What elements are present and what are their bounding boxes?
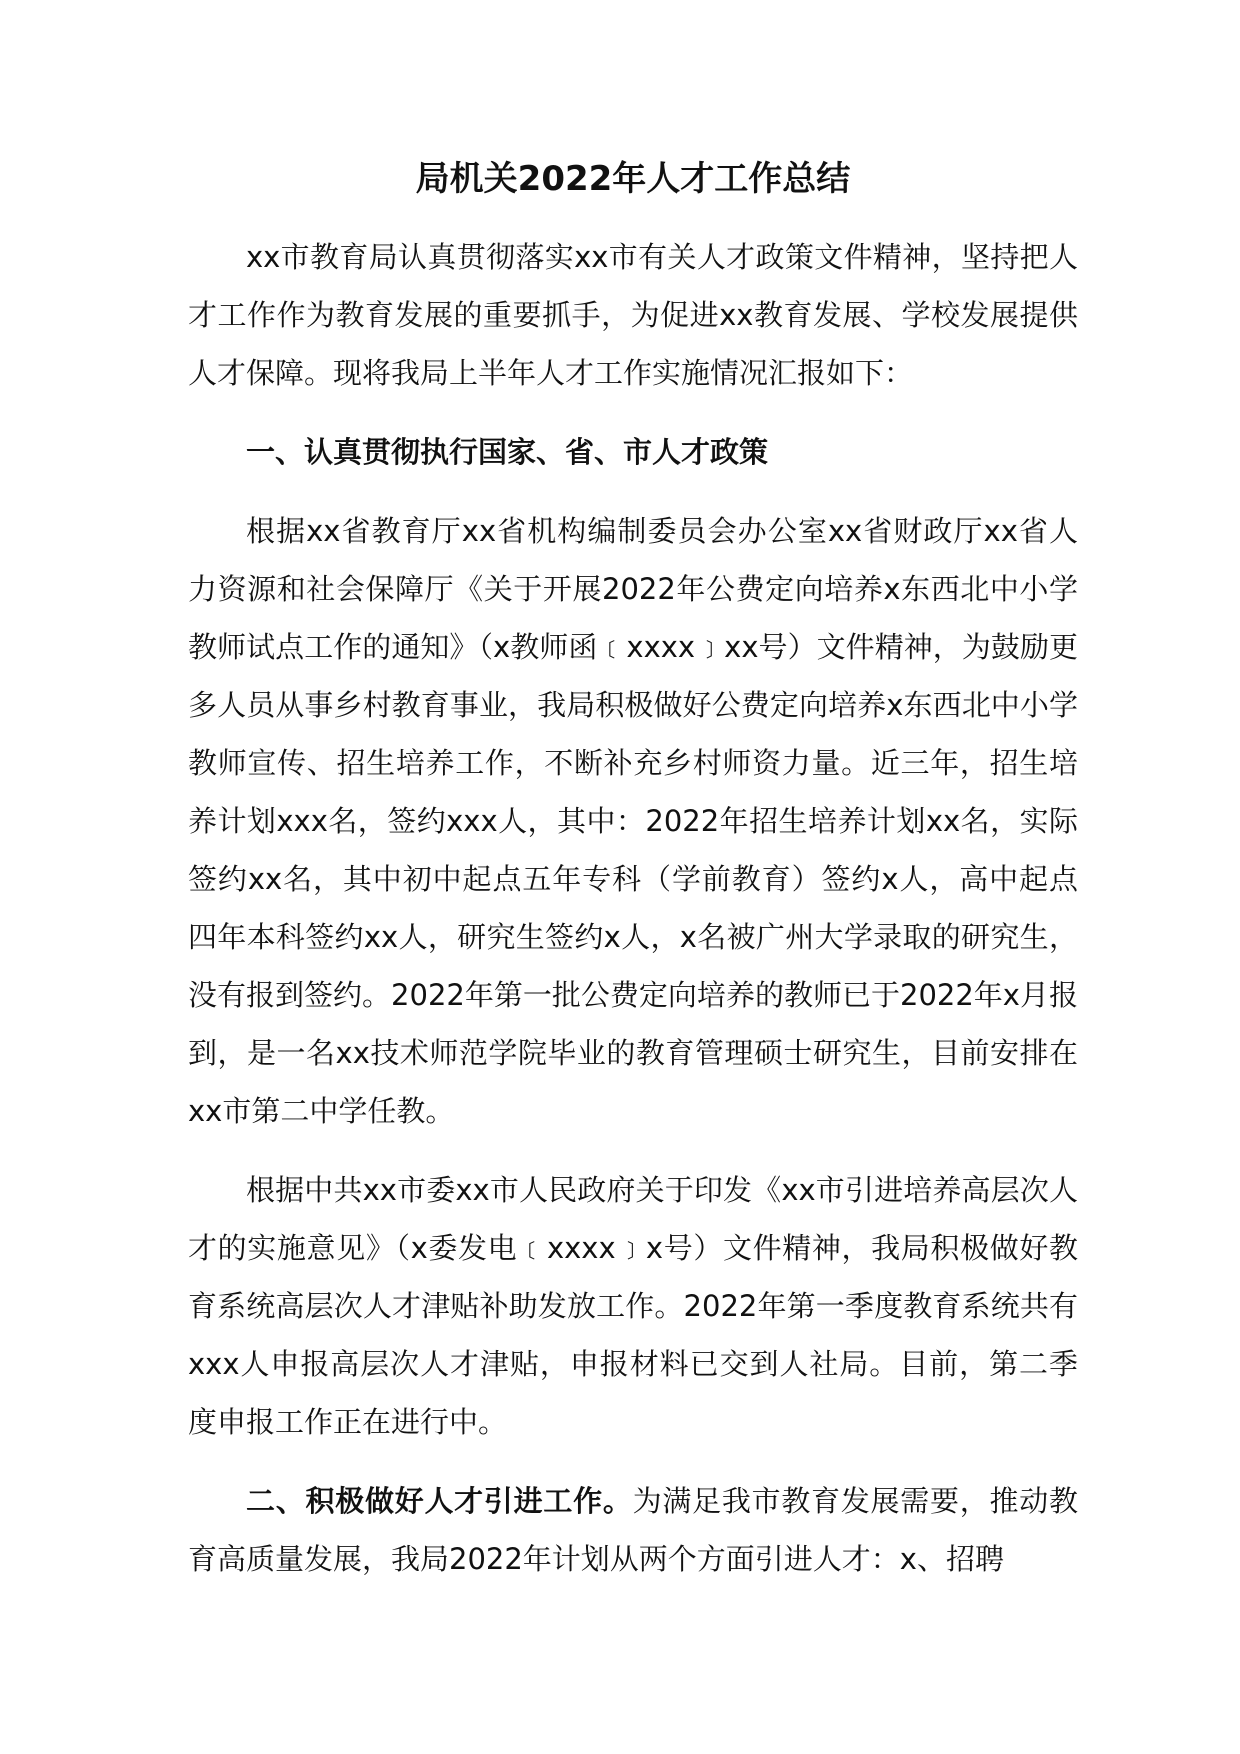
intro-paragraph: xx市教育局认真贯彻落实xx市有关人才政策文件精神，坚持把人才工作作为教育发展的重要抓手，为促进xx教育发展、学校发展提供人才保障。现将我局上半年人才工作实施情况汇报如下： <box>188 240 1078 390</box>
document-page <box>188 150 1078 1609</box>
section1-heading: 一、认真贯彻执行国家、省、市人才政策 <box>246 435 769 469</box>
document-title: 局机关2022年人才工作总结 <box>415 159 851 199</box>
section2-heading: 二、积极做好人才引进工作。 <box>246 1484 633 1518</box>
section1-paragraph-2: 根据中共xx市委xx市人民政府关于印发《xx市引进培养高层次人才的实施意见》（x委发电﹝xxxx﹞x号）文件精神，我局积极做好教育系统高层次人才津贴补助发放工作。2022年第一季度教育系统共有xxx人申报高层次人才津贴，申报材料已交到人社局。目前，第二季度申报工作正在进行中。 <box>188 1173 1078 1439</box>
section2-text: 为满足我市教育发展需要，推动教育高质量发展，我局2022年计划从两个方面引进人才：x、招聘 <box>188 1484 1078 1576</box>
section1-paragraph-1: 根据xx省教育厅xx省机构编制委员会办公室xx省财政厅xx省人力资源和社会保障厅《关于开展2022年公费定向培养x东西北中小学教师试点工作的通知》（x教师函﹝xxxx﹞xx号）文件精神，为鼓励更多人员从事乡村教育事业，我局积极做好公费定向培养x东西北中小学教师宣传、招生培养工作，不断补充乡村师资力量。近三年，招生培养计划xxx名，签约xxx人，其中：2022年招生培养计划xx名，实际签约xx名，其中初中起点五年专科（学前教育）签约x人，高中起点四年本科签约xx人，研究生签约x人，x名被广州大学录取的研究生，没有报到签约。2022年第一批公费定向培养的教师已于2022年x月报到，是一名xx技术师范学院毕业的教育管理硕士研究生，目前安排在xx市第二中学任教。 <box>188 514 1078 1128</box>
section2-paragraph <box>188 1472 1078 1588</box>
